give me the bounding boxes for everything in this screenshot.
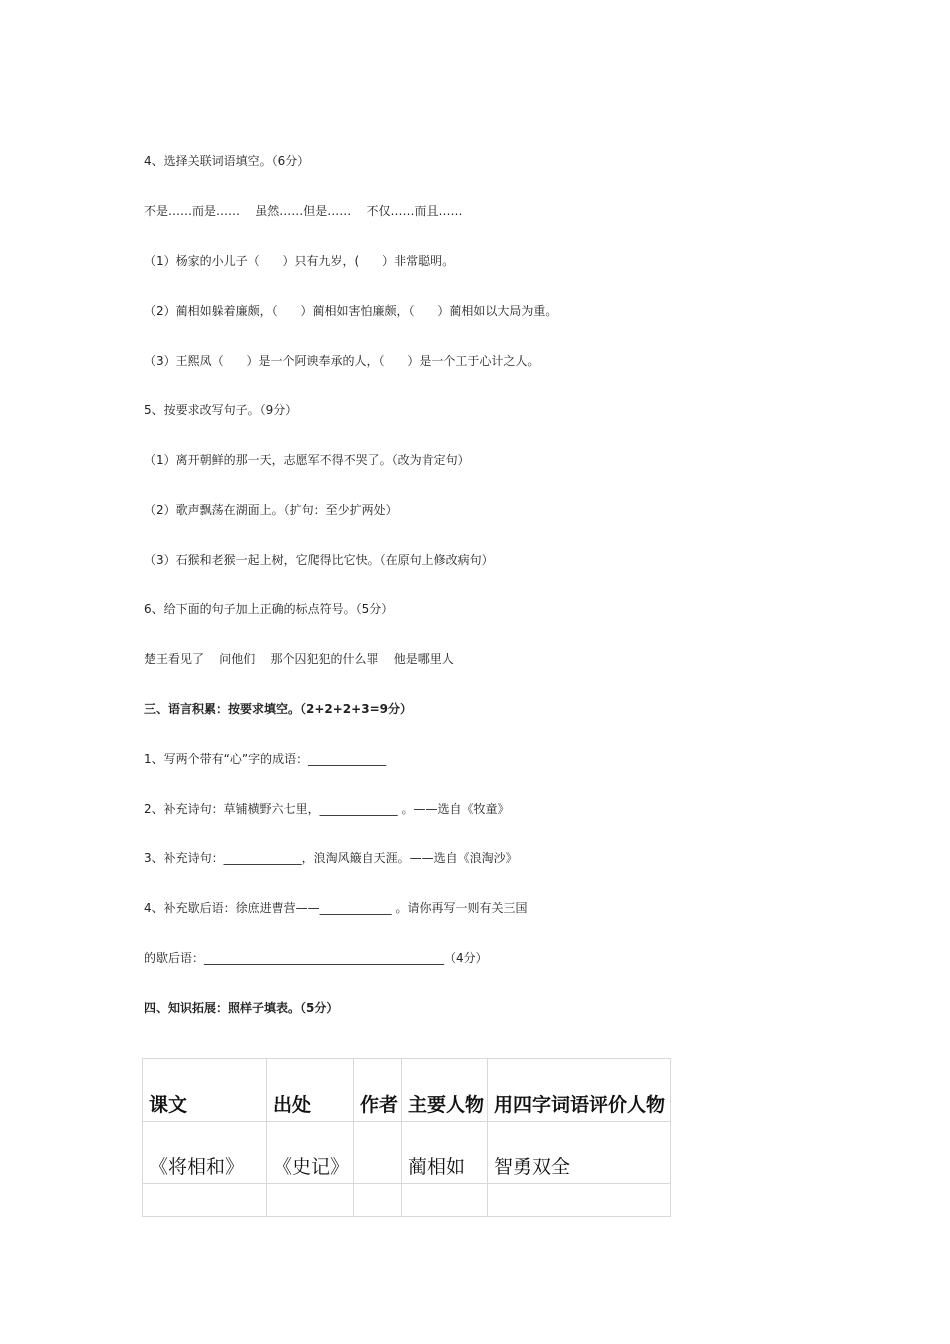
question-5-item-2: （2）歌声飘荡在湖面上。（扩句：至少扩两处） [144, 503, 398, 517]
question-5-item-1: （1）离开朝鲜的那一天，志愿军不得不哭了。（改为肯定句） [144, 453, 470, 467]
fill-in-table [142, 1058, 671, 1217]
section-3-item-2: 2、补充诗句：草铺横野六七里，_____________ 。——选自《牧童》 [144, 802, 510, 816]
question-4-item-2: （2）蔺相如躲着廉颇，（ ）蔺相如害怕廉颇，（ ）蔺相如以大局为重。 [144, 304, 558, 318]
table-cell [488, 1184, 671, 1217]
table-header-cell: 课文 [143, 1059, 267, 1122]
table-cell: 蔺相如 [402, 1122, 488, 1184]
table-cell: 《将相和》 [143, 1122, 267, 1184]
table-cell [354, 1122, 402, 1184]
table-cell: 《史记》 [267, 1122, 354, 1184]
question-6-title: 6、给下面的句子加上正确的标点符号。（5分） [144, 602, 394, 616]
table-header-cell: 用四字词语评价人物 [488, 1059, 671, 1122]
table-header-cell: 作者 [354, 1059, 402, 1122]
section-4-heading: 四、知识拓展：照样子填表。（5分） [144, 1001, 339, 1015]
table-cell [143, 1184, 267, 1217]
table-cell [402, 1184, 488, 1217]
table-row [143, 1122, 671, 1184]
question-4-item-1: （1）杨家的小儿子（ ）只有九岁，( ）非常聪明。 [144, 254, 455, 268]
table-header-cell: 出处 [267, 1059, 354, 1122]
question-4-title: 4、选择关联词语填空。（6分） [144, 154, 310, 168]
section-3-item-3: 3、补充诗句：_____________，浪淘风簸自天涯。——选自《浪淘沙》 [144, 851, 518, 865]
question-5-title: 5、按要求改写句子。（9分） [144, 403, 298, 417]
table-cell: 智勇双全 [488, 1122, 671, 1184]
table-cell [267, 1184, 354, 1217]
table-cell [354, 1184, 402, 1217]
table-header-row [143, 1059, 671, 1122]
conjunction-options: 不是……而是…… 虽然……但是…… 不仅……而且…… [144, 204, 463, 218]
table-row [143, 1184, 671, 1217]
section-3-item-4: 4、补充歇后语：徐庶进曹营——____________ 。请你再写一则有关三国 [144, 901, 528, 915]
question-5-item-3: （3）石猴和老猴一起上树，它爬得比它快。（在原句上修改病句） [144, 553, 494, 567]
table-header-cell: 主要人物 [402, 1059, 488, 1122]
question-6-sentence: 楚王看见了 问他们 那个囚犯犯的什么罪 他是哪里人 [144, 652, 454, 666]
question-4-item-3: （3）王熙凤（ ）是一个阿谀奉承的人，（ ）是一个工于心计之人。 [144, 354, 540, 368]
section-3-item-4-continued: 的歇后语：________________________________________（4分） [144, 951, 488, 965]
section-3-item-1: 1、写两个带有“心”字的成语：_____________ [144, 752, 387, 766]
section-3-heading: 三、语言积累：按要求填空。（2+2+2+3=9分） [144, 702, 412, 716]
